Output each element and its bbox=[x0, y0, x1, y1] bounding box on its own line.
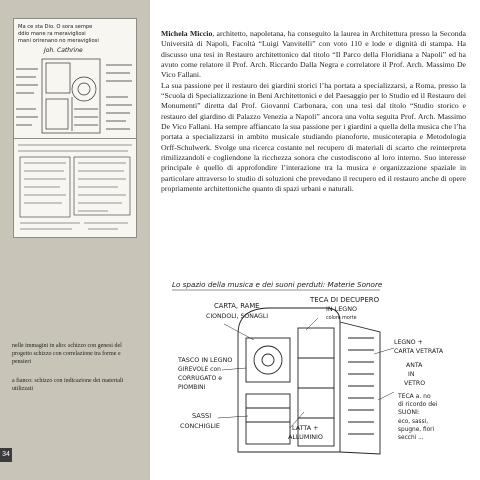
sketch-materials bbox=[158, 268, 470, 466]
label-teca-2: TECA a. no bbox=[398, 393, 431, 400]
label-anta: ANTA bbox=[406, 362, 423, 369]
label-colore: colore morte bbox=[326, 316, 357, 321]
label-legno: LEGNO + bbox=[394, 339, 423, 346]
sidebar-panel bbox=[0, 0, 150, 480]
image-captions bbox=[12, 342, 137, 393]
label-sassi: SASSI bbox=[192, 412, 212, 420]
biography-text bbox=[161, 29, 466, 195]
label-corrugato: CORRUGATO e bbox=[178, 375, 222, 382]
label-in-legno: IN LEGNO bbox=[326, 305, 358, 313]
label-carta-rame: CARTA, RAME bbox=[214, 302, 260, 310]
sketch-materials-drawing bbox=[158, 268, 470, 466]
label-secchi: secchi ... bbox=[398, 435, 424, 441]
label-carta-vetrata: CARTA VETRATA bbox=[394, 348, 444, 355]
label-latta: LATTA + bbox=[292, 424, 319, 432]
cabinet-drawing bbox=[16, 59, 132, 133]
label-in: IN bbox=[408, 371, 415, 378]
caption-side-image: a fianco: schizzo con indicazione dei materiali utilizzati bbox=[12, 378, 124, 392]
label-teca: TECA DI DECUPERO bbox=[310, 296, 380, 304]
label-tasco: TASCO IN LEGNO bbox=[178, 356, 233, 364]
leader-lines bbox=[218, 318, 394, 428]
label-piombini: PIOMBINI bbox=[178, 384, 206, 391]
biography-paragraph-1-text: , architetto, napoletana, ha conseguito la laurea in Architettura presso la Seconda Università di Napoli, Facoltà “Luigi Vanvitelli” con voto 110 e lode e dignità di stampa. Ha discusso una tesi in Restauro architettonico dal titolo “Il Parco della Floridiana a Napoli” ed ha avuto come relatore il Prof. Arch. Riccardo Dalla Negra e correlatore il Prof. Arch. Massimo De Vico Fallani. bbox=[161, 29, 466, 80]
label-girevole: GIREVOLE con bbox=[178, 366, 221, 373]
forms-lines bbox=[18, 145, 132, 229]
label-spugne: spugne, fiori bbox=[398, 427, 435, 433]
sketch-genesis-line-2: ddio mane ra meravigliosi bbox=[18, 31, 86, 37]
sketch-materials-title: Lo spazio della musica e dei suoni perduti: Materie Sonore bbox=[172, 280, 383, 289]
label-vetro: VETRO bbox=[404, 380, 426, 387]
sketch-genesis-line-1: Ma ce sta Dio. O sora sempe bbox=[18, 24, 93, 30]
sketch-forms-thoughts bbox=[13, 138, 137, 238]
sketch-genesis-line-3: mani orirenano no meravigliosi bbox=[18, 38, 99, 44]
biography-paragraph-1 bbox=[161, 29, 466, 81]
label-ricordo: di ricordo dei bbox=[398, 401, 438, 408]
author-name: Michela Miccio bbox=[161, 29, 213, 38]
sketch-genesis-drawing bbox=[14, 19, 136, 139]
biography-paragraph-2: La sua passione per il restauro dei giardini storici l’ha portata a specializzarsi, a Roma, presso la “Scuola di Specializzazione in Beni Architettonici e del Paesaggio per lo Studio ed il Restauro dei Monumenti” diretta dal Prof. Giovanni Carbonara, con una tesi dal titolo “Studio storico e restauro del giardino di Palazzo Venezia a Napoli” ancora una volta seguita Prof. Arch. Massimo De Vico Fallani. Ha sempre affiancato la sua passione per i giardini a quella della musica che l’ha portata a specializzarsi in ambito musicale studiando pianoforte, musicoterapia e Metodologia Orff-Schulwerk. Svolge una ricerca costante nel recupero di materiali di scarto che reinterpreta rimilizzandoli e cogliendone la ricchezza sonora che custodiscono al loro interno. Suo interesse principale è quello di approfondire l’interazione tra la musica e organizzazione spaziale in particolare attraverso lo studio di soluzioni che prevedano il recupero ed il restauro anche di opere propriamente architettoniche quanto di spazi urbani e naturali. bbox=[161, 80, 466, 194]
label-ciondoli: CIONDOLI, SONAGLI bbox=[206, 313, 269, 320]
page-number: 34 bbox=[0, 448, 12, 462]
label-suoni: SUONI: bbox=[398, 409, 420, 416]
caption-top-images: nelle immagini in alto: schizzo con genesi del progetto schizzo con correlazione tra forme e pensieri bbox=[12, 343, 122, 365]
label-cose: eco, sassi, bbox=[398, 419, 429, 425]
label-alluminio: ALLUMINIO bbox=[288, 433, 323, 441]
sketch-genesis bbox=[13, 18, 137, 140]
sketch-forms-drawing bbox=[14, 139, 136, 237]
label-conchiglie: CONCHIGLIE bbox=[180, 422, 220, 430]
sketch-genesis-signature: Joh. Cathrine bbox=[44, 47, 83, 54]
